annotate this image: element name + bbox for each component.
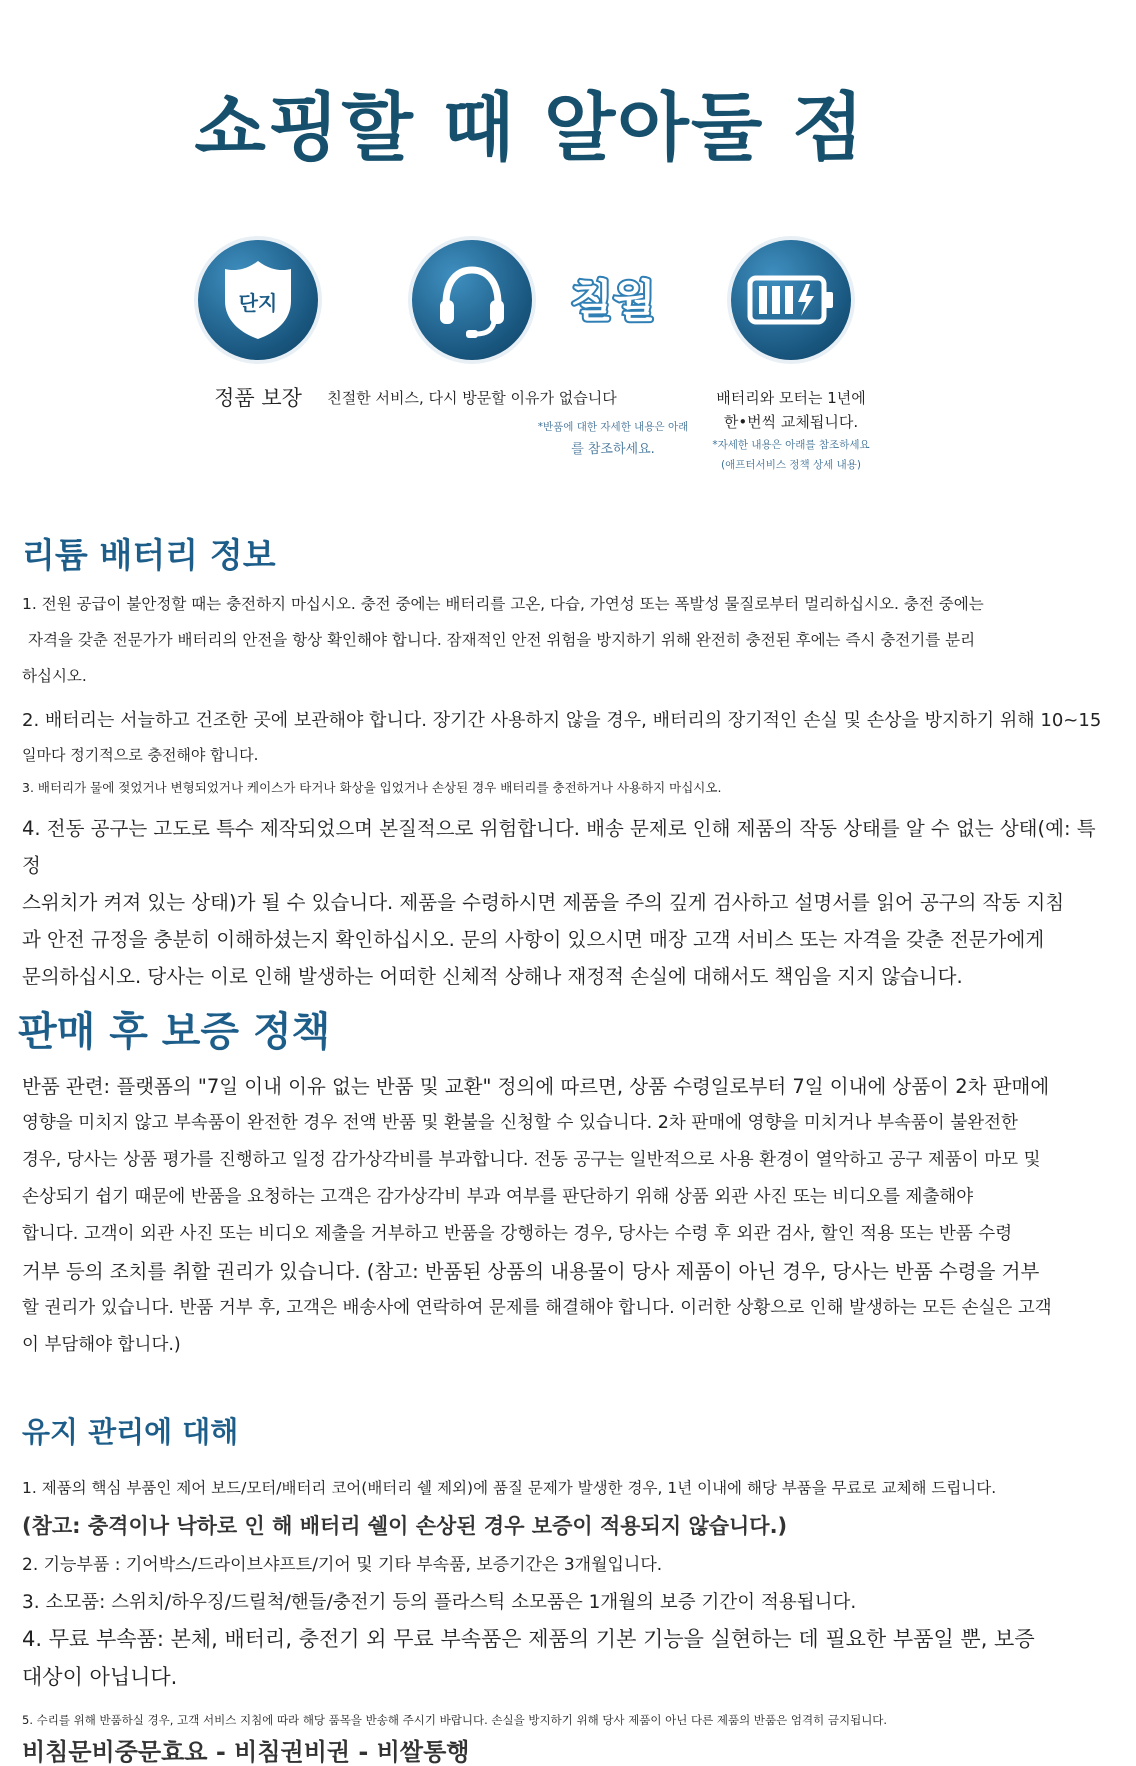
maintenance-item-2: 2. 기능부품 : 기어박스/드라이브샤프트/기어 및 기타 부속품, 보증기간은 3개월입니다.: [22, 1555, 663, 1575]
seven-days-text: 칠월: [570, 276, 656, 327]
text-line: 합니다. 고객이 외관 사진 또는 비디오 제출을 거부하고 반품을 강행하는 경우, 당사는 수령 후 외관 검사, 할인 적용 또는 반품 수령: [22, 1224, 1013, 1244]
maintenance-section-title: 유지 관리에 대해: [22, 1415, 239, 1449]
feature-battery: [666, 240, 916, 476]
warranty-section-title: 판매 후 보증 정책: [18, 1009, 331, 1055]
seven-days-badge: [553, 240, 673, 360]
shield-text: 단지: [238, 291, 278, 315]
desc-line: 한•번씩 교체됩니다.: [723, 413, 859, 431]
warranty-paragraph: [22, 1068, 1112, 1364]
feature-desc: 친절한 서비스, 다시 방문할 이유가 없습니다: [327, 389, 617, 407]
maintenance-item-1: 1. 제품의 핵심 부품인 제어 보드/모터/배터리 코어(배터리 쉘 제외)에 품질 문제가 발생한 경우, 1년 이내에 해당 부품을 무료로 교체해 드립니다.: [22, 1479, 997, 1497]
text-line: 하십시오.: [22, 667, 87, 685]
maintenance-item-1-note: (참고: 충격이나 낙하로 인 해 배터리 쉘이 손상된 경우 보증이 적용되지 않습니다.): [22, 1514, 788, 1538]
maintenance-item-4: [22, 1620, 1112, 1696]
text-line: 문의하십시오. 당사는 이로 인해 발생하는 어떠한 신체적 상해나 재정적 손실에 대해서도 책임을 지지 않습니다.: [22, 965, 963, 988]
battery-item-1: [22, 586, 1112, 694]
text-line: 손상되기 쉽기 때문에 반품을 요청하는 고객은 감가상각비 부과 여부를 판단하기 위해 상품 외관 사진 또는 비디오를 제출해야: [22, 1187, 974, 1207]
text-line: 반품 관련: 플랫폼의 "7일 이내 이유 없는 반품 및 교환" 정의에 따르면, 상품 수령일로부터 7일 이내에 상품이 2차 판매에: [22, 1075, 1050, 1098]
text-line: 영향을 미치지 않고 부속품이 완전한 경우 전액 반품 및 환불을 신청할 수 있습니다. 2차 판매에 영향을 미치거나 부속품이 불완전한: [22, 1113, 1018, 1133]
text-line: 경우, 당사는 상품 평가를 진행하고 일정 감가상각비를 부과합니다. 전동 공구는 일반적으로 사용 환경이 열악하고 공구 제품이 마모 및: [22, 1150, 1041, 1170]
battery-icon: [746, 270, 836, 330]
text-line: 2. 배터리는 서늘하고 건조한 곳에 보관해야 합니다. 장기간 사용하지 않을 경우, 배터리의 장기적인 손실 및 손상을 방지하기 위해 10~15: [22, 710, 1102, 731]
feature-desc: [666, 386, 916, 434]
battery-item-3: 3. 배터리가 물에 젖었거나 변형되었거나 케이스가 타거나 화상을 입었거나 손상된 경우 배터리를 충전하거나 사용하지 마십시오.: [22, 780, 722, 795]
page-title: 쇼핑할 때 알아둘 점: [194, 85, 866, 171]
note-line: *반품에 대한 자세한 내용은 아래: [537, 421, 689, 433]
text-line: 1. 전원 공급이 불안정할 때는 충전하지 마십시오. 충전 중에는 배터리를 고온, 다습, 가연성 또는 폭발성 물질로부터 멀리하십시오. 충전 중에는: [22, 595, 984, 613]
shield-circle: [198, 240, 318, 360]
text-line: 거부 등의 조치를 취할 권리가 있습니다. (참고: 반품된 상품의 내용물이 당사 제품이 아닌 경우, 당사는 반품 수령을 거부: [22, 1260, 1040, 1283]
note-line: (애프터서비스 정책 상세 내용): [721, 458, 861, 471]
maintenance-item-3: 3. 소모품: 스위치/하우징/드릴척/핸들/충전기 등의 플라스틱 소모품은 1개월의 보증 기간이 적용됩니다.: [22, 1592, 857, 1613]
note-line: 를 참조하세요.: [571, 441, 655, 457]
battery-section-title: 리튬 배터리 정보: [22, 536, 276, 576]
text-line: 4. 무료 부속품: 본체, 배터리, 충전기 외 무료 부속품은 제품의 기본 기능을 실현하는 데 필요한 부품일 뿐, 보증: [22, 1627, 1035, 1651]
shield-icon: [219, 257, 297, 343]
text-line: 과 안전 규정을 충분히 이해하셨는지 확인하십시오. 문의 사항이 있으시면 매장 고객 서비스 또는 자격을 갖춘 전문가에게: [22, 928, 1045, 951]
text-line: 대상이 아닙니다.: [22, 1665, 178, 1689]
text-line: 스위치가 켜져 있는 상태)가 될 수 있습니다. 제품을 수령하시면 제품을 주의 깊게 검사하고 설명서를 읽어 공구의 작동 지침: [22, 891, 1065, 914]
text-line: 4. 전동 공구는 고도로 특수 제작되었으며 본질적으로 위험합니다. 배송 문제로 인해 제품의 작동 상태를 알 수 없는 상태(예: 특정: [22, 817, 1096, 877]
feature-label: 정품 보장: [214, 386, 302, 410]
text-line: 이 부담해야 합니다.): [22, 1335, 181, 1355]
note-line: *자세한 내용은 아래를 참조하세요: [712, 439, 870, 451]
text-line: 자격을 갖춘 전문가가 배터리의 안전을 항상 확인해야 합니다. 잠재적인 안전 위험을 방지하기 위해 완전히 충전된 후에는 즉시 충전기를 분리: [28, 631, 976, 649]
feature-note: [666, 436, 916, 476]
battery-item-4: [22, 810, 1112, 995]
battery-circle: [731, 240, 851, 360]
seven-days-icon: [553, 240, 673, 360]
cutoff-text-line: 비침문비중문효요 - 비침권비권 - 비쌀통행: [22, 1738, 470, 1766]
text-line: 할 권리가 있습니다. 반품 거부 후, 고객은 배송사에 연락하여 문제를 해결해야 합니다. 이러한 상황으로 인해 발생하는 모든 손실은 고객: [22, 1298, 1052, 1318]
maintenance-item-5: 5. 수리를 위해 반품하실 경우, 고객 서비스 지침에 따라 해당 품목을 반송해 주시기 바랍니다. 손실을 방지하기 위해 당사 제품이 아닌 다른 제품의 반품은 엄격히 금지됩니다.: [22, 1713, 888, 1727]
text-line: 일마다 정기적으로 충전해야 합니다.: [22, 746, 259, 764]
battery-item-2: [22, 702, 1112, 770]
desc-line: 배터리와 모터는 1년에: [716, 389, 866, 407]
